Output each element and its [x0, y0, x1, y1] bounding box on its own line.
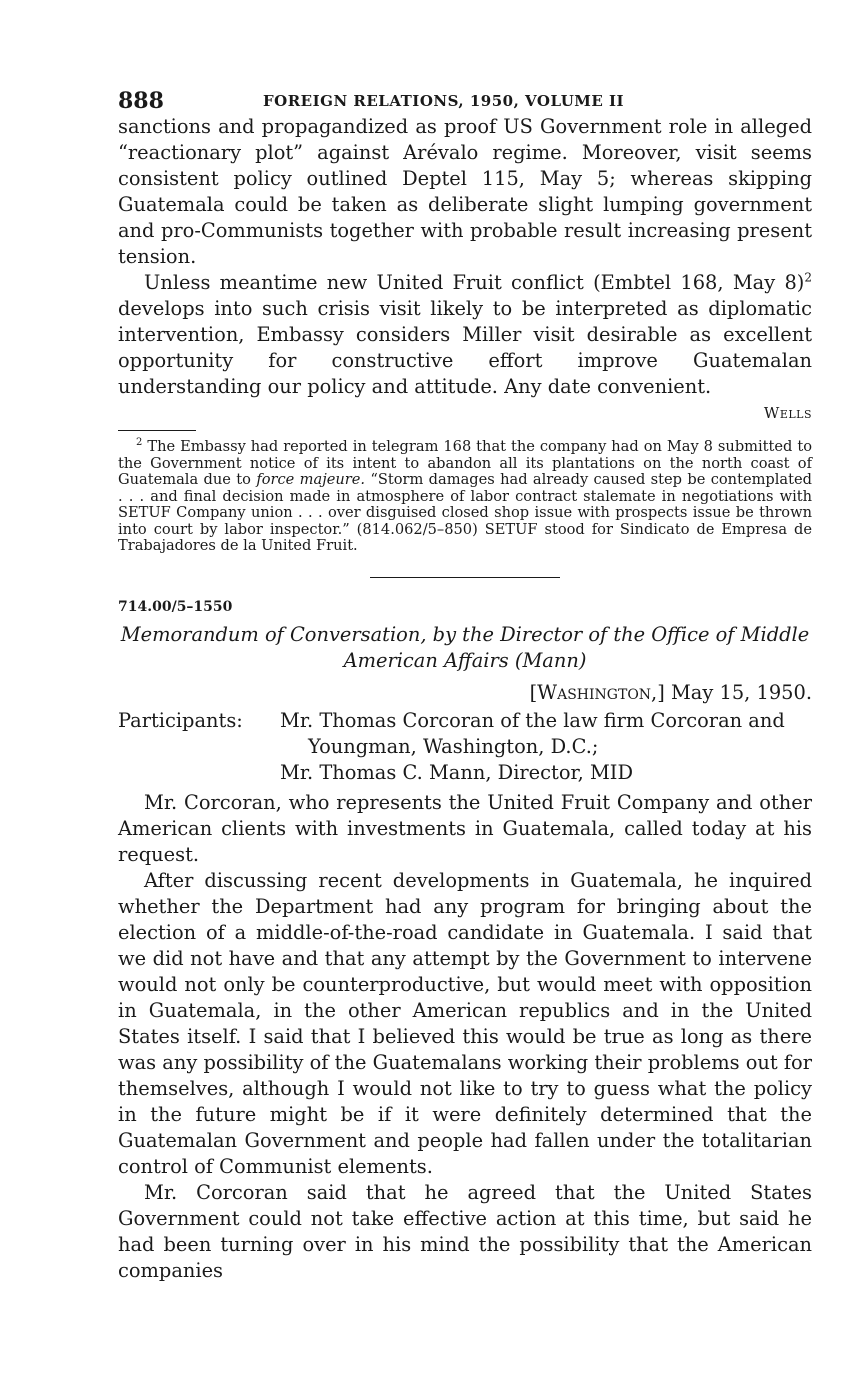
- page-number: 888: [118, 88, 164, 114]
- participants: [118, 708, 812, 786]
- footnote-reference: 2: [804, 270, 812, 285]
- dateline: [118, 680, 812, 706]
- memo-paragraph-1: Mr. Corcoran, who represents the United Fruit Company and other American clients with investments in Guatemala, called today at his request.: [118, 790, 812, 866]
- dateline-date: May 15, 1950.: [664, 680, 812, 704]
- participant-1-line2: Youngman, Washington, D.C.;: [308, 734, 599, 758]
- signature: Wells: [763, 404, 812, 422]
- page-header: [118, 88, 812, 114]
- dateline-place: Washington: [537, 680, 652, 704]
- footnote-rule: [118, 430, 196, 431]
- telegram-paragraph-text-a: Unless meantime new United Fruit conflict (Embtel 168, May 8): [144, 271, 805, 294]
- section-separator: [370, 577, 560, 578]
- participant-1-line1: Mr. Thomas Corcoran of the law firm Corcoran and: [280, 708, 785, 732]
- footnote-marker: 2: [136, 437, 143, 449]
- dateline-close: ,]: [651, 680, 665, 704]
- footnote-text-a: The Embassy had reported in telegram 168 that the company had on May 8 submitted to the Government notice of its intent to abandon all its plantations on the north coast of Guatemala due to: [118, 438, 812, 488]
- telegram-paragraph-continued: sanctions and propagandized as proof US Government role in alleged “reactionary plot” against Arévalo regime. Moreover, visit seems consistent policy outlined Deptel 115, May 5; whereas skipping Guatemala could be taken as deliberate slight lumping government and pro-Communists together with probable result increasing present tension.: [118, 115, 812, 268]
- telegram-paragraph-text-b: develops into such crisis visit likely to be interpreted as diplomatic intervention, Embassy considers Miller visit desirable as excellent opportunity for constructive effort improve Guatemalan understanding our policy and attitude. Any date convenient.: [118, 297, 812, 398]
- footnote-text-b: “Storm damages had already caused step be contemplated . . . and final decision made in atmosphere of labor contract stalemate in negotiations with SETUF Company union . . . over disguised closed shop issue with prospects issue be thrown into court by labor inspector.” (814.062/5–850) SETUF stood for Sindicato de Empresa de Trabajadores de la United Fruit.: [118, 471, 812, 554]
- footnote: [118, 439, 812, 555]
- telegram-paragraph: [118, 270, 812, 400]
- dateline-open: [: [529, 680, 538, 704]
- memo-title: Memorandum of Conversation, by the Director of the Office of Middle American Affairs (Mann): [120, 622, 810, 672]
- memo-paragraph-2: After discussing recent developments in Guatemala, he inquired whether the Department had any program for bringing about the election of a middle-of-the-road candidate in Guatemala. I said that we did not have and that any attempt by the Government to intervene would not only be counterproductive, but would meet with opposition in Guatemala, in the other American republics and in the United States itself. I said that I believed this would be true as long as there was any possibility of the Guatemalans working their problems out for themselves, although I would not like to try to guess what the policy in the future might be if it were definitely determined that the Guatemalan Government and people had fallen under the totalitarian control of Communist elements.: [118, 868, 812, 1178]
- participant-2: Mr. Thomas C. Mann, Director, MID: [280, 760, 634, 784]
- participants-label: Participants:: [118, 708, 243, 732]
- file-number: 714.00/5–1550: [118, 598, 233, 615]
- footnote-italic: force majeure.: [256, 471, 366, 488]
- running-head: FOREIGN RELATIONS, 1950, VOLUME II: [263, 92, 625, 110]
- memo-paragraph-3: Mr. Corcoran said that he agreed that the United States Government could not take effective action at this time, but said he had been turning over in his mind the possibility that the American companies: [118, 1180, 812, 1282]
- document-page: [118, 88, 812, 1284]
